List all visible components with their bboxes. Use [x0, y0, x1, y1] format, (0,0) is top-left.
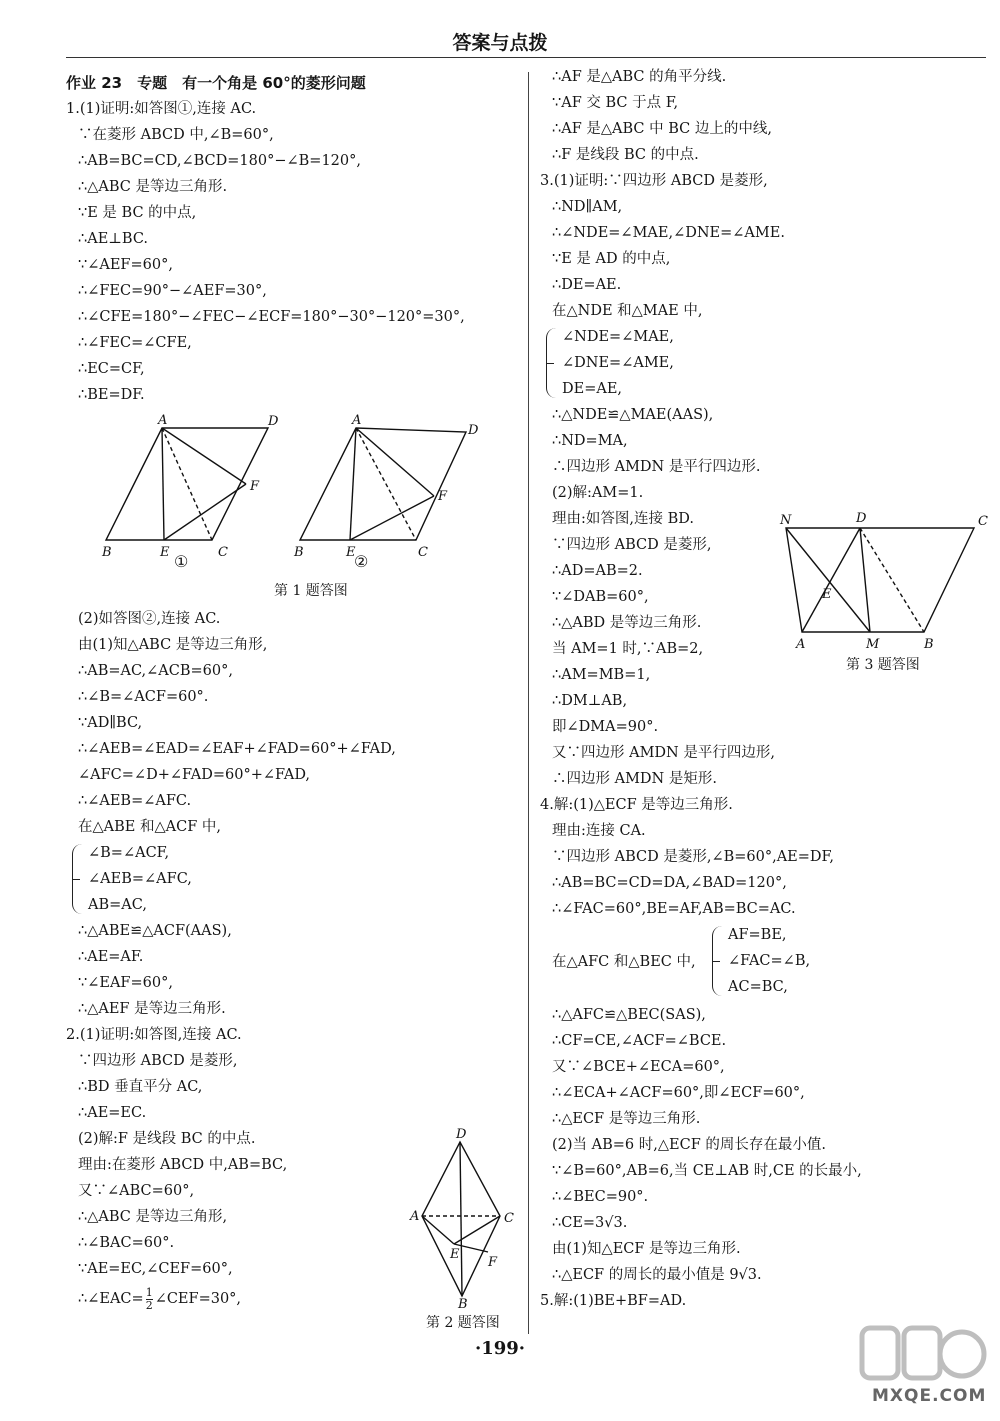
text-line: ∴CF=CE,∠ACF=∠BCE. — [552, 1033, 727, 1049]
text-line: 理由:在菱形 ABCD 中,AB=BC, — [78, 1157, 288, 1173]
text-line: ∴ND=MA, — [552, 433, 628, 449]
brace-line: ∠B=∠ACF, — [88, 845, 170, 861]
text-line: ∵四边形 ABCD 是菱形,∠B=60°,AE=DF, — [552, 849, 834, 865]
text-line: ∴△ECF 的周长的最小值是 9√3. — [552, 1267, 762, 1283]
brace-line: ∠NDE=∠MAE, — [562, 329, 674, 345]
text-line: ∵在菱形 ABCD 中,∠B=60°, — [78, 127, 274, 143]
figure-1-mark-2: ② — [354, 552, 369, 571]
text-line: 由(1)知△ECF 是等边三角形. — [552, 1241, 741, 1257]
text-line: ∴∠B=∠ACF=60°. — [78, 689, 209, 705]
figure-2-caption: 第 2 题答图 — [426, 1315, 500, 1331]
text-line: 5.解:(1)BE+BF=AD. — [540, 1293, 687, 1309]
figure-1-mark-1: ① — [174, 552, 189, 571]
fig2b-label-d: D — [456, 1128, 467, 1142]
text-line: ∵AF 交 BC 于点 F, — [552, 95, 679, 111]
fraction — [146, 1287, 153, 1312]
fig1-label-d: D — [268, 414, 279, 429]
text-line: ∠AFC=∠D+∠FAD=60°+∠FAD, — [78, 767, 311, 783]
text-line: ∴四边形 AMDN 是矩形. — [552, 771, 717, 787]
fig2b-label-c: C — [504, 1211, 514, 1226]
text-line: 当 AM=1 时,∵AB=2, — [552, 641, 704, 657]
text-line: ∵AE=EC,∠CEF=60°, — [78, 1261, 233, 1277]
text-line: ∴△ABD 是等边三角形. — [552, 615, 702, 631]
text-line: ∴△AFC≌△BEC(SAS), — [552, 1007, 706, 1023]
fig2-label-e: E — [346, 545, 356, 560]
text-line: ∴DE=AE. — [552, 277, 622, 293]
brace-row — [540, 922, 990, 1002]
fig1-label-a: A — [158, 414, 168, 428]
condition-brace — [706, 922, 810, 1000]
header-rule — [66, 57, 986, 58]
brace-line: AC=BC, — [728, 979, 788, 995]
text-line: ∴△ABC 是等边三角形. — [78, 179, 228, 195]
text-line: 在△AFC 和△BEC 中, — [552, 954, 696, 970]
figure-1-caption: 第 1 题答图 — [274, 583, 348, 599]
text-line: ∴F 是线段 BC 的中点. — [552, 147, 699, 163]
text-line: ∴∠CFE=180°−∠FEC−∠ECF=180°−30°−120°=30°, — [78, 309, 465, 325]
text-line: ∴四边形 AMDN 是平行四边形. — [552, 459, 761, 475]
figure-3-caption: 第 3 题答图 — [846, 657, 920, 673]
fig2b-label-a: A — [410, 1209, 420, 1224]
text-line: ∴CE=3√3. — [552, 1215, 628, 1231]
figure-3-diagram — [774, 508, 994, 658]
fig1-label-b: B — [102, 545, 112, 560]
text-line: ∴AB=BC=CD,∠BCD=180°−∠B=120°, — [78, 153, 361, 169]
text-line: 又∵四边形 AMDN 是平行四边形, — [552, 745, 775, 761]
condition-brace — [66, 840, 516, 918]
text-line: ∵四边形 ABCD 是菱形, — [552, 537, 712, 553]
fraction-numerator: 1 — [145, 1285, 153, 1299]
brace-mark — [546, 328, 557, 398]
brace-line: ∠AEB=∠AFC, — [88, 871, 192, 887]
figure-2 — [404, 1128, 524, 1333]
text-line: ∴AF 是△ABC 的角平分线. — [552, 69, 727, 85]
fraction-suffix: ∠CEF=30°, — [154, 1291, 242, 1307]
fig3-label-n: N — [780, 513, 792, 528]
fraction-denominator: 2 — [145, 1298, 153, 1312]
fig2b-label-e: E — [450, 1247, 460, 1262]
text-line: ∴∠ECA+∠ACF=60°,即∠ECF=60°, — [552, 1085, 805, 1101]
text-line: ∴△NDE≌△MAE(AAS), — [552, 407, 714, 423]
fig3-label-a: A — [796, 637, 806, 652]
fraction-prefix: ∴∠EAC= — [78, 1291, 144, 1307]
text-line: ∵∠B=60°,AB=6,当 CE⊥AB 时,CE 的长最小, — [552, 1163, 862, 1179]
text-line: ∵∠EAF=60°, — [78, 975, 173, 991]
text-line: ∴∠FEC=90°−∠AEF=30°, — [78, 283, 267, 299]
text-line: ∴AB=BC=CD=DA,∠BAD=120°, — [552, 875, 787, 891]
text-line: (2)解:AM=1. — [552, 485, 644, 501]
text-line: (2)解:F 是线段 BC 的中点. — [78, 1131, 256, 1147]
brace-line: AB=AC, — [88, 897, 147, 913]
text-line: ∴∠FEC=∠CFE, — [78, 335, 192, 351]
text-line: ∵四边形 ABCD 是菱形, — [78, 1053, 238, 1069]
text-line: 在△NDE 和△MAE 中, — [552, 303, 703, 319]
column-divider — [528, 72, 529, 1334]
fig1-label-e: E — [160, 545, 170, 560]
fig2-label-a: A — [352, 414, 362, 428]
text-line: 理由:连接 CA. — [552, 823, 646, 839]
fig2-label-b: B — [294, 545, 304, 560]
fig1-label-c: C — [218, 545, 228, 560]
text-line: ∴∠FAC=60°,BE=AF,AB=BC=AC. — [552, 901, 796, 917]
text-line: ∴BE=DF. — [78, 387, 145, 403]
text-line: ∴AB=AC,∠ACB=60°, — [78, 663, 233, 679]
fig2-label-d: D — [468, 423, 479, 438]
left-column — [66, 70, 516, 408]
text-line: 由(1)知△ABC 是等边三角形, — [78, 637, 268, 653]
text-line: ∴AF 是△ABC 中 BC 边上的中线, — [552, 121, 772, 137]
fig3-label-b: B — [924, 637, 934, 652]
text-line: ∴AE=AF. — [78, 949, 144, 965]
figure-1-diagram — [88, 414, 508, 604]
text-line: ∴∠AEB=∠EAD=∠EAF+∠FAD=60°+∠FAD, — [78, 741, 396, 757]
text-line: 2.(1)证明:如答图,连接 AC. — [66, 1027, 242, 1043]
watermark-url: MXQE.COM — [872, 1386, 987, 1406]
fig2-label-f: F — [438, 489, 448, 504]
brace-line: ∠DNE=∠AME, — [562, 355, 674, 371]
brace-mark — [712, 926, 723, 996]
brace-line: ∠FAC=∠B, — [728, 953, 811, 969]
text-line: ∵E 是 BC 的中点, — [78, 205, 197, 221]
text-line: (2)如答图②,连接 AC. — [78, 611, 221, 627]
right-column — [540, 64, 990, 1314]
figure-1 — [88, 414, 508, 604]
text-line: ∵∠DAB=60°, — [552, 589, 649, 605]
brace-line: DE=AE, — [562, 381, 623, 397]
text-line: 理由:如答图,连接 BD. — [552, 511, 694, 527]
fig3-label-c: C — [978, 514, 988, 529]
figure-3 — [774, 508, 994, 678]
text-line: ∴AE⊥BC. — [78, 231, 149, 247]
text-line: 3.(1)证明:∵四边形 ABCD 是菱形, — [540, 173, 768, 189]
fig1-label-f: F — [250, 479, 260, 494]
text-line: ∴∠NDE=∠MAE,∠DNE=∠AME. — [552, 225, 785, 241]
page-header: 答案与点拨 — [452, 32, 548, 54]
text-line: 即∠DMA=90°. — [552, 719, 659, 735]
brace-line: AF=BE, — [728, 927, 787, 943]
brace-mark — [72, 844, 83, 914]
page-number: ·199· — [474, 1338, 526, 1359]
text-line: ∴AM=MB=1, — [552, 667, 651, 683]
figure-2-diagram — [404, 1128, 524, 1308]
text-line: ∴AD=AB=2. — [552, 563, 643, 579]
text-line: ∴△AEF 是等边三角形. — [78, 1001, 226, 1017]
text-line: 又∵∠ABC=60°, — [78, 1183, 195, 1199]
section-title: 作业 23 专题 有一个角是 60°的菱形问题 — [66, 74, 366, 92]
fig2b-label-f: F — [488, 1255, 498, 1270]
fig3-label-d: D — [856, 511, 867, 526]
text-line: (2)当 AB=6 时,△ECF 的周长存在最小值. — [552, 1137, 826, 1153]
fig3-label-e: E — [822, 587, 832, 602]
text-line: ∴∠BAC=60°. — [78, 1235, 175, 1251]
text-line: ∴BD 垂直平分 AC, — [78, 1079, 203, 1095]
text-line: ∴∠AEB=∠AFC. — [78, 793, 192, 809]
text-line: ∴ND∥AM, — [552, 199, 623, 215]
text-line: 又∵∠BCE+∠ECA=60°, — [552, 1059, 725, 1075]
text-line: 4.解:(1)△ECF 是等边三角形. — [540, 797, 733, 813]
text-line: ∵E 是 AD 的中点, — [552, 251, 671, 267]
fig2-label-c: C — [418, 545, 428, 560]
text-line: ∴DM⊥AB, — [552, 693, 628, 709]
text-line: ∵∠AEF=60°, — [78, 257, 173, 273]
text-line: 1.(1)证明:如答图①,连接 AC. — [66, 101, 257, 117]
text-line: ∴△ABC 是等边三角形, — [78, 1209, 228, 1225]
condition-brace — [540, 324, 990, 402]
text-line: ∴AE=EC. — [78, 1105, 147, 1121]
text-line: 在△ABE 和△ACF 中, — [78, 819, 221, 835]
text-line: ∴∠BEC=90°. — [552, 1189, 649, 1205]
text-line: ∴EC=CF, — [78, 361, 145, 377]
text-line: ∴△ABE≌△ACF(AAS), — [78, 923, 232, 939]
text-line: ∵AD∥BC, — [78, 715, 143, 731]
fig3-label-m: M — [866, 637, 880, 652]
text-line: ∴△ECF 是等边三角形. — [552, 1111, 701, 1127]
fig2b-label-b: B — [458, 1297, 468, 1308]
